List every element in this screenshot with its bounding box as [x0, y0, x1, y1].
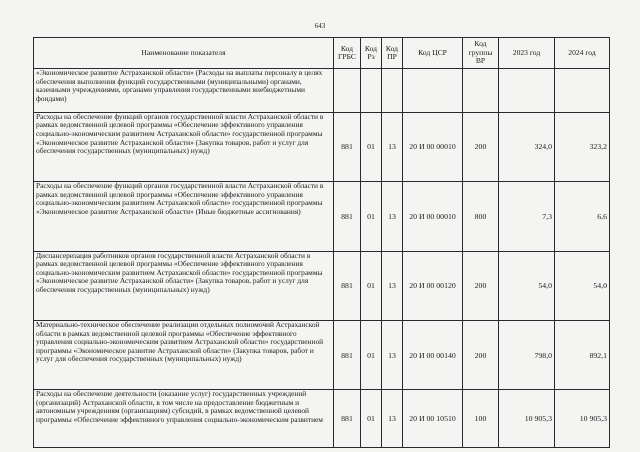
- row-vr: 800: [463, 182, 499, 251]
- row-2023: [499, 69, 555, 113]
- row-2023: 324,0: [499, 112, 555, 181]
- header-grbs: Код ГРБС: [334, 38, 361, 69]
- table-row: [34, 69, 610, 113]
- table-row: [34, 251, 610, 320]
- header-vr: Код группы ВР: [463, 38, 499, 69]
- header-rz: Код Рз: [361, 38, 382, 69]
- row-name: Расходы на обеспечение функций органов государственной власти Астраханской области в рамках ведомственной целевой программы «Обеспечение эффективного управления социально-экономическим развитием Астраханской области» государственной программы «Экономическое развитие Астраханской области» (Закупка товаров, работ и услуг для обеспечения государственных (муниципальных) нужд): [34, 112, 334, 181]
- row-2024: [555, 69, 610, 113]
- header-row: [34, 38, 610, 69]
- row-csr: 20 И 00 00010: [403, 182, 463, 251]
- row-rz: 01: [361, 320, 382, 389]
- table-row: [34, 112, 610, 181]
- row-grbs: 881: [334, 320, 361, 389]
- row-2023: 54,0: [499, 251, 555, 320]
- row-pr: 13: [382, 112, 403, 181]
- table-row: [34, 390, 610, 448]
- row-2024: 892,1: [555, 320, 610, 389]
- header-csr: Код ЦСР: [403, 38, 463, 69]
- row-csr: 20 И 00 00120: [403, 251, 463, 320]
- row-rz: 01: [361, 182, 382, 251]
- row-2024: 6,6: [555, 182, 610, 251]
- budget-table: [33, 37, 610, 448]
- row-vr: 200: [463, 320, 499, 389]
- row-2024: 323,2: [555, 112, 610, 181]
- row-vr: 200: [463, 251, 499, 320]
- row-pr: 13: [382, 320, 403, 389]
- row-rz: 01: [361, 112, 382, 181]
- table-row: [34, 320, 610, 389]
- row-pr: 13: [382, 251, 403, 320]
- row-csr: [403, 69, 463, 113]
- row-csr: 20 И 00 10510: [403, 390, 463, 448]
- row-name: «Экономическое развитие Астраханской области» (Расходы на выплаты персоналу в целях обеспечения выполнения функций государственными (муниципальными) органами, казенными учреждениями, органами управления государственными внебюджетными фондами): [34, 69, 334, 113]
- header-pr: Код ПР: [382, 38, 403, 69]
- row-name: Расходы на обеспечение деятельности (оказание услуг) государственных учреждений (организаций) Астраханской области, в том числе на предоставление бюджетным и автономным учреждениям (организациям) субсидий, в рамках ведомственной целевой программы «Обеспечение эффективного управления социально-экономическим развитием: [34, 390, 334, 448]
- row-2024: 54,0: [555, 251, 610, 320]
- row-2023: 798,0: [499, 320, 555, 389]
- row-rz: 01: [361, 390, 382, 448]
- header-name: Наименование показателя: [34, 38, 334, 69]
- row-csr: 20 И 00 00010: [403, 112, 463, 181]
- row-2024: 10 905,3: [555, 390, 610, 448]
- row-grbs: [334, 69, 361, 113]
- row-grbs: 881: [334, 112, 361, 181]
- row-name: Диспансеризация работников органов государственной власти Астраханской области в рамках ведомственной целевой программы «Обеспечение эффективного управления социально-экономическим развитием Астраханской области» государственной программы «Экономическое развитие Астраханской области» (Закупка товаров, работ и услуг для обеспечения государственных (муниципальных) нужд): [34, 251, 334, 320]
- row-2023: 7,3: [499, 182, 555, 251]
- row-grbs: 881: [334, 182, 361, 251]
- row-rz: [361, 69, 382, 113]
- page-number: 643: [314, 22, 326, 30]
- row-csr: 20 И 00 00140: [403, 320, 463, 389]
- header-2023: 2023 год: [499, 38, 555, 69]
- row-grbs: 881: [334, 390, 361, 448]
- header-2024: 2024 год: [555, 38, 610, 69]
- row-pr: 13: [382, 390, 403, 448]
- row-rz: 01: [361, 251, 382, 320]
- row-name: Материально-техническое обеспечение реализации отдельных полномочий Астраханской области в рамках ведомственной целевой программы «Обеспечение эффективного управления социально-экономическим развитием Астраханской области» государственной программы «Экономическое развитие Астраханской области» (Закупка товаров, работ и услуг для обеспечения государственных (муниципальных) нужд): [34, 320, 334, 389]
- table-row: [34, 182, 610, 251]
- row-vr: 200: [463, 112, 499, 181]
- row-pr: [382, 69, 403, 113]
- row-vr: 100: [463, 390, 499, 448]
- row-name: Расходы на обеспечение функций органов государственной власти Астраханской области в рамках ведомственной целевой программы «Обеспечение эффективного управления социально-экономическим развитием Астраханской области» государственной программы «Экономическое развитие Астраханской области» (Иные бюджетные ассигнования): [34, 182, 334, 251]
- row-grbs: 881: [334, 251, 361, 320]
- row-2023: 10 905,3: [499, 390, 555, 448]
- row-vr: [463, 69, 499, 113]
- row-pr: 13: [382, 182, 403, 251]
